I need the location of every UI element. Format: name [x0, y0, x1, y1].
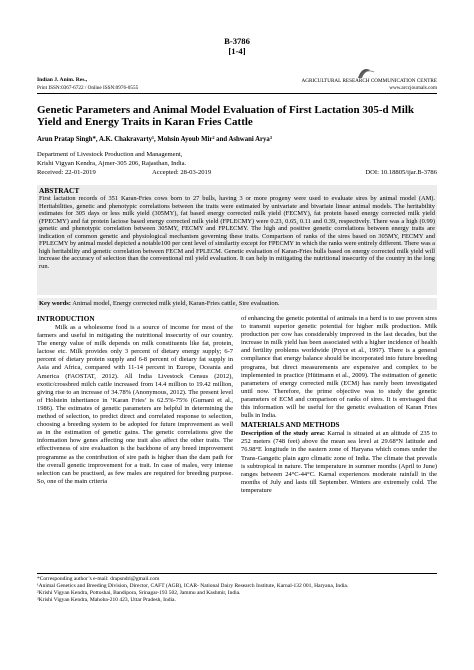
footnote-1: ¹Animal Genetics and Breeding Division, Director, CAFT (AGB), ICAR- National Dairy Research Institute, Karnal-132 001, Haryana, India. [37, 583, 349, 589]
abstract-heading: ABSTRACT [39, 186, 80, 195]
article-title: Genetic Parameters and Animal Model Evaluation of First Lactation 305-d Milk Yield and Energy Traits in Karan Fries Cattle [37, 104, 415, 129]
introduction-paragraph: Milk as a wholesome food is a source of income for most of the farmers and useful in mitigating the nutritional insecurity of our country. The energy value of milk depends on milk constituents like fat, protein, lactose etc. Milk provides only 3 percent of dietary energy supply; 6-7 percent of dietary protein supply and 6-8 percent of dietary fat supply in Asia and Africa, compared with 11-14 percent in Europe, Oceania and America (FAOSTAT, 2012). All India Livestock Census (2012), exotic/crossbred milch cattle increased from 14.4 million to 19.42 million, giving rise to an increase of 34.78% (Anonymous, 2012). The present level of Holstein inheritance in ‘Karan Fries’ is 62.5%-75% (Gurnani et al., 1986). The estimates of genetic parameters are helpful in determining the method of selection, to predict direct and correlated response to selection, choosing a breeding system to be adopted for future improvement as well as in the estimation of genetic gains. The genetic correlations give the information how genes affecting one trait also affect the other traits. The effectiveness of sire evaluation is the backbone of any breed improvement programme as the contribution of sire path is higher than the dam path for the overall genetic improvement for a trait. In case of males, very intense selection can be practised, as few males are required for breeding purpose. So, one of the main criteria [37, 324, 233, 485]
right-column [241, 315, 437, 495]
issn-line: Print ISSN:0367-6722 / Online ISSN:0976-0555 [37, 85, 139, 91]
keywords-line [39, 300, 280, 308]
header-divider [37, 93, 437, 94]
reference-code: B-3786 [224, 36, 250, 46]
doi[interactable]: DOI: 10.18805/ijar.B-3786 [365, 169, 437, 176]
publisher-website[interactable]: www.arccjournals.com [389, 85, 437, 91]
methods-heading: MATERIALS AND METHODS [241, 421, 340, 430]
left-column [37, 315, 233, 486]
introduction-continued: of enhancing the genetic potential of animals in a herd is to use proven sires to transmit superior genetic potential for higher milk production. Milk production per cow has considerably improved in the last decades, but the increase in milk yield has been associated with a higher incidence of health and fertility problems worldwide (Pryce et al., 1997). There is a general compliance that energy balance should be incorporated into future breeding programs, but direct measurements are expensive and complex to be implemented in practice (Hüttmann et al., 2009). The estimation of genetic parameters of energy corrected milk (ECM) has rarely been investigated until now. Therefore, the prime objective was to study the genetic parameters of ECM and comparison of ranks of sires. It is envisaged that this information will be useful for the genetic evaluation of Karan Fries bulls in India. [241, 315, 437, 420]
received-date: Received: 22-01-2019 [37, 169, 96, 176]
study-area-subheading: Description of the study area: [241, 430, 325, 438]
affiliation-line-1: Department of Livestock Production and Management, [37, 151, 183, 158]
introduction-heading: INTRODUCTION [37, 315, 95, 323]
page-range: [1-4] [228, 46, 246, 56]
footnote-corresponding: *Corresponding author’s e-mail: drapsndri@gmail.com [37, 576, 160, 582]
study-area-text: Karnal is situated at an altitude of 235 to 252 meters (748 feet) above the mean sea level at 29.68°N latitude and 76.98°E longitude in the eastern zone of Haryana which comes under the Trans-Gangetic plain agro climatic zone of India. The climate that prevails is subtropical in nature. The temperature in summer months (April to June) ranges between 24°C-44°C. Karnal experiences moderate rainfall in the months of July and lasts till September. Winters are extremely cold. The temperature [241, 430, 438, 494]
footnote-3: ³Krishi Vigyan Kendra, Mahoba-210 423, Uttar Pradesh, India. [37, 597, 176, 603]
footnote-2: ²Krishi Vigyan Kendra, Pottoshai, Bandipora, Srinagar-193 502, Jammu and Kashmir, India. [37, 590, 241, 596]
keywords-label: Key words: [39, 300, 71, 307]
journal-name: Indian J. Anim. Res., [37, 77, 88, 83]
author-list: Arun Pratap Singh*, A.K. Chakravarty¹, Mohsin Ayoub Mir² and Ashwani Arya³ [37, 136, 272, 143]
keywords-text: Animal model, Energy corrected milk yield, Karan-Fries cattle, Sire evaluation. [72, 300, 280, 307]
abstract-text: First lactation records of 351 Karan-Fries cows born to 27 bulls, having 3 or more progeny were used to evaluate sires by animal model (AM). Heritabilities, genetic and phenotypic correlations between the traits were estimated by univariate and bivariate linear animal models. The heritability estimates for 305 days or less milk yield (305MY), fat based energy corrected milk yield (FECMY), fat protein based energy corrected milk yield (FPECMY) and fat protein lactose based energy corrected milk yield (FPLECMY) were 0.23, 0.65, 0.11 and 0.39, respectively. There was a high (0.99) genetic and phenotypic correlation between 305MY, FECMY and FPLECMY. The high and positive genetic correlations between energy traits are indication of common genetic and physiological mechanism governing these traits. Comparison of ranks of the sires based on 305MY, FECMY and FPLECMY by animal model depicted a notable100 per cent level of similarity except for FPECMY in which the ranks were entirely different. There was a high heritability and genetic correlation between FECM and FPLECM. Genetic evaluation of Karan-Fries bulls based on energy corrected milk yield will increase the accuracy of selection than the conventional mil yield evaluation. It can help in mitigating the nutritional insecurity of the country in the long run. [39, 195, 435, 270]
affiliation-line-2: Krishi Vigyan Kendra, Ajmer-305 206, Rajasthan, India. [37, 160, 187, 167]
publisher-name: AGRICULTURAL RESEARCH COMMUNICATION CENTRE [301, 78, 437, 84]
footnote-divider [37, 573, 437, 574]
accepted-date: Accepted: 28-03-2019 [152, 169, 212, 176]
